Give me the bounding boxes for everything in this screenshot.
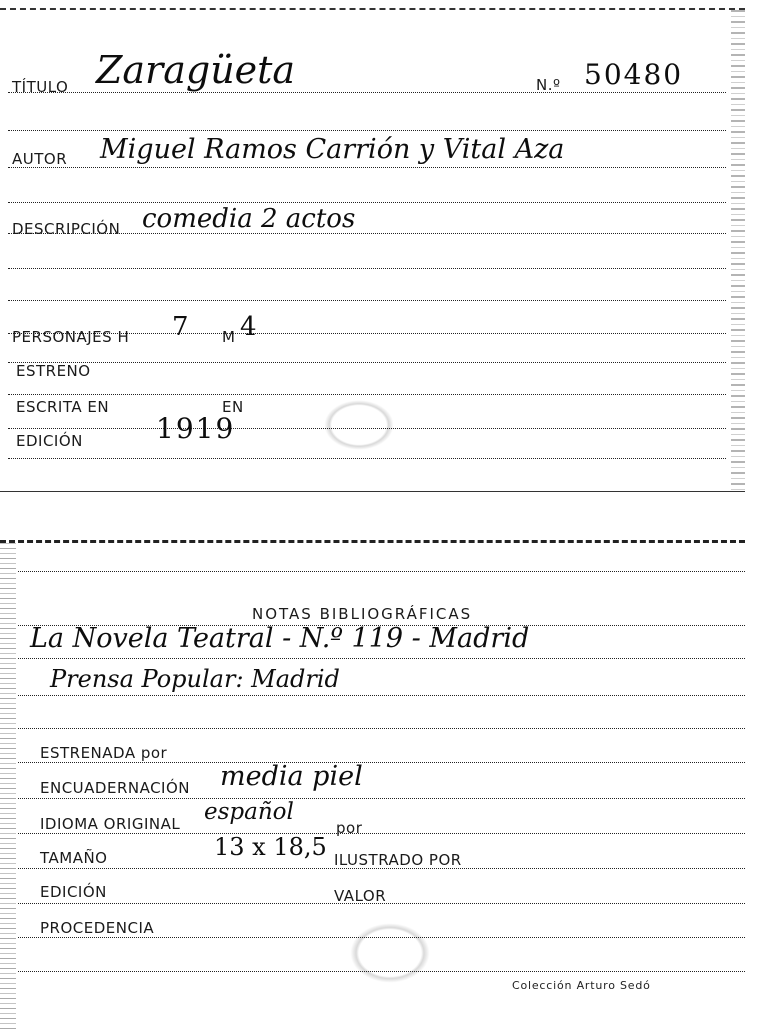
escrita-en-label: ESCRITA EN — [16, 398, 110, 416]
numero-value: 50480 — [584, 58, 684, 91]
edicion-label: EDICIÓN — [16, 432, 83, 450]
tamano-value: 13 x 18,5 — [214, 833, 327, 861]
rule-line — [8, 167, 726, 168]
edicion-value: 1919 — [156, 412, 236, 445]
numero-label: N.º — [536, 76, 561, 94]
nota-line-2: Prensa Popular: Madrid — [50, 665, 340, 693]
notas-title: NOTAS BIBLIOGRÁFICAS — [252, 605, 473, 623]
catalog-card-top — [0, 8, 745, 494]
rule-line — [18, 833, 745, 834]
idioma-label: IDIOMA ORIGINAL — [40, 815, 181, 833]
tamano-label: TAMAÑO — [40, 849, 108, 867]
personajes-m-value: 4 — [240, 312, 257, 342]
rule-line — [18, 728, 745, 729]
rule-line — [8, 394, 726, 395]
rule-line — [8, 458, 726, 459]
titulo-label: TÍTULO — [12, 78, 69, 96]
en-label: EN — [222, 398, 244, 416]
descripcion-value: comedia 2 actos — [142, 204, 356, 234]
rule-line — [8, 300, 726, 301]
personajes-m-label: M — [222, 328, 236, 346]
rule-line — [8, 268, 726, 269]
titulo-value: Zaragüeta — [96, 48, 296, 92]
rule-line — [8, 92, 726, 93]
catalog-card-bottom — [0, 540, 745, 1031]
ilustrado-label: ILUSTRADO POR — [334, 851, 462, 869]
nota-line-1: La Novela Teatral - N.º 119 - Madrid — [30, 623, 530, 654]
card-divider — [0, 491, 745, 492]
rule-line — [18, 798, 745, 799]
rule-line — [8, 130, 726, 131]
encuadernacion-label: ENCUADERNACIÓN — [40, 779, 191, 797]
autor-label: AUTOR — [12, 150, 68, 168]
procedencia-label: PROCEDENCIA — [40, 919, 155, 937]
rule-line — [8, 202, 726, 203]
rule-line — [18, 571, 745, 572]
descripcion-label: DESCRIPCIÓN — [12, 220, 121, 238]
idioma-value: español — [204, 799, 294, 825]
coleccion-credit: Colección Arturo Sedó — [512, 979, 651, 992]
rule-line — [18, 762, 745, 763]
autor-value: Miguel Ramos Carrión y Vital Aza — [100, 134, 565, 165]
valor-label: VALOR — [334, 887, 387, 905]
paper-smudge — [350, 923, 430, 983]
rule-line — [8, 362, 726, 363]
estreno-label: ESTRENO — [16, 362, 91, 380]
por-label: por — [336, 819, 363, 837]
estrenada-label: ESTRENADA por — [40, 744, 168, 762]
paper-smudge — [324, 400, 394, 450]
personajes-label: PERSONAJES H — [12, 328, 130, 346]
encuadernacion-value: media piel — [220, 761, 363, 792]
rule-line — [18, 658, 745, 659]
card-edge-texture — [0, 543, 16, 1031]
card-edge-texture — [731, 10, 745, 494]
personajes-h-value: 7 — [172, 312, 189, 342]
rule-line — [18, 695, 745, 696]
edicion-label-bottom: EDICIÓN — [40, 883, 107, 901]
